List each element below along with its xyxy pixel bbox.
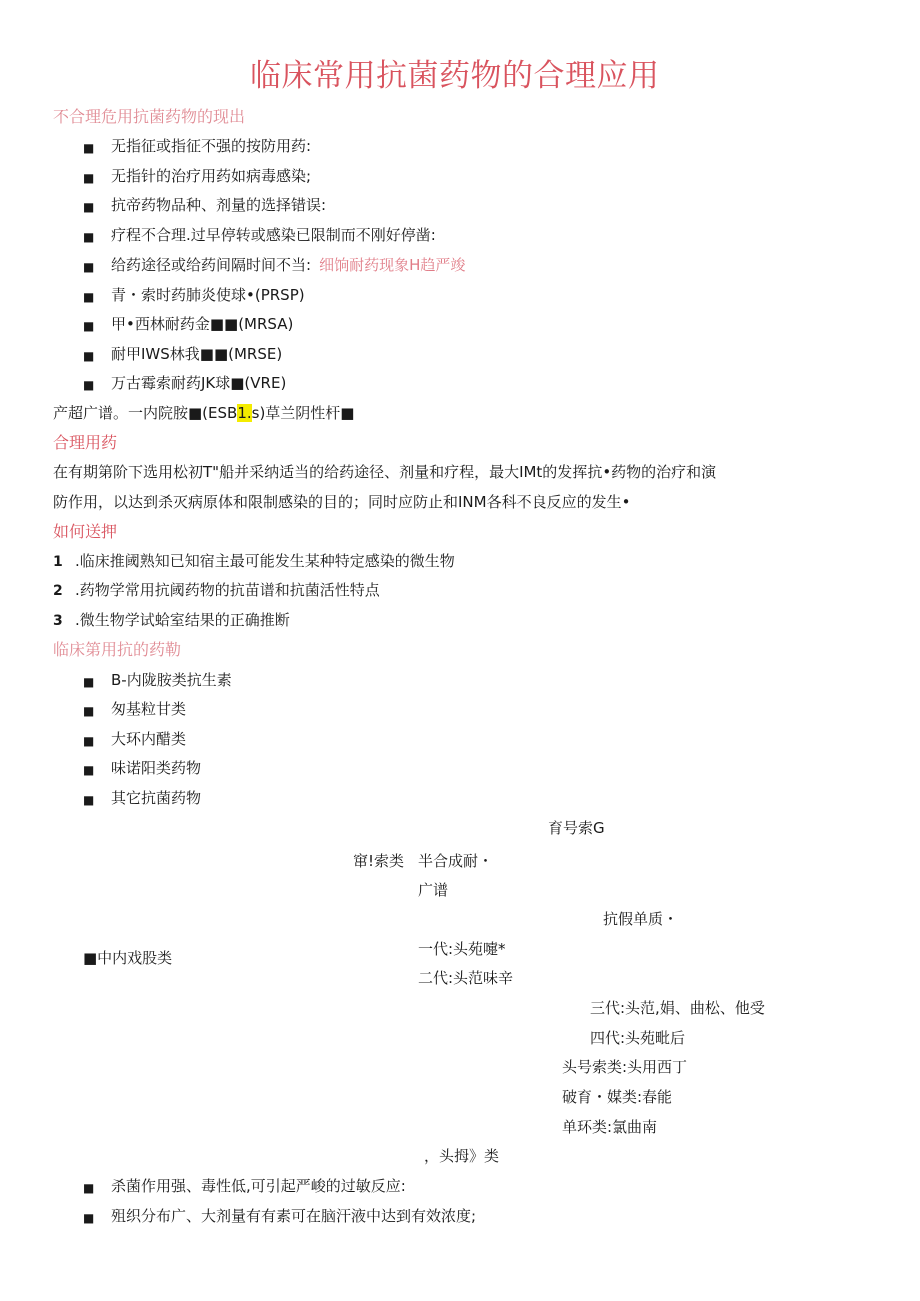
list-item: 大环内醋类: [111, 730, 187, 748]
list-item: 其它抗菌药物: [111, 789, 202, 807]
bullet-icon: ■: [83, 141, 95, 155]
list-item: .微生物学试蛤室结果的正确推断: [75, 611, 290, 629]
list-item: 青・索时药肺炎使球•(PRSP): [111, 286, 305, 304]
page-title: 临床常用抗菌药物的合理应用: [250, 58, 660, 94]
list-item: 无指针的治疗用药如病毒感染;: [111, 167, 312, 185]
tree-semi-synthetic: 半合成耐・: [418, 852, 494, 870]
bullet-icon: ■: [83, 734, 95, 748]
list-item: 杀菌作用强、毒性低,可引起严峻的过敏反应:: [111, 1177, 406, 1195]
bullet-icon: ■: [83, 319, 95, 333]
list-item: [111, 258, 465, 273]
bullet-icon: ■: [83, 378, 95, 392]
list-item: .药物学常用抗阈药物的抗苗谱和抗菌活性特点: [75, 581, 380, 599]
bullet-icon: ■: [83, 171, 95, 185]
section-heading-misuse: 不合理危用抗菌药物的现出: [53, 107, 246, 126]
tree-cephalosporin: ，头拇》类: [424, 1147, 500, 1165]
list-item: 甲•西林耐药金■■(MRSA): [111, 315, 294, 333]
esbl-highlight: 1.: [237, 404, 252, 422]
list-item: 无指征或指征不强的按防用药:: [111, 137, 312, 155]
list-number: 1: [53, 554, 63, 570]
list-number: 3: [53, 613, 63, 629]
list-item: 疗程不合理.过早停转或感染已限制而不刚好停凿:: [111, 226, 436, 244]
tree-monobactam: 单环类:氯曲南: [562, 1118, 658, 1136]
list-item: 味诺阳类药物: [111, 759, 202, 777]
tree-gen-2: 二代:头范味辛: [418, 969, 514, 987]
section-heading-rational: 合理用药: [53, 433, 118, 452]
list-item: 殂织分布广、大剂量有有素可在脑汗液中达到有效浓度;: [111, 1207, 477, 1225]
bullet-icon: ■: [83, 290, 95, 304]
section-heading-classes: 临床第用抗的药勒: [53, 640, 182, 659]
rational-paragraph-line-2: 防作用，以达到杀灭病原体和限制感染的目的；同时应防止和INM各科不良反应的发生•: [53, 493, 631, 511]
resistance-note: 细饷耐药现象H趋严竣: [319, 256, 466, 274]
esbl-text: 产超广谱。一内院胺■(ESB: [53, 404, 238, 422]
tree-root: ■中内戏股类: [83, 949, 173, 967]
tree-gen-4: 四代:头苑毗后: [590, 1029, 686, 1047]
esbl-text-end: s)草兰阴性杆■: [251, 404, 355, 422]
bullet-icon: ■: [83, 793, 95, 807]
tree-gen-3: 三代:头范,娟、曲松、他受: [590, 999, 765, 1017]
rational-paragraph-line-1: 在有期第阶下选用松初T"船并采纳适当的给药途径、剂量和疗程，最大IMt的发挥抗•药物的治疗和演: [53, 463, 717, 481]
list-item: 抗帝药物品种、剂量的选择错误:: [111, 196, 327, 214]
bullet-icon: ■: [83, 704, 95, 718]
bullet-icon: ■: [83, 200, 95, 214]
tree-gen-1: 一代:头苑嚏*: [418, 940, 506, 958]
list-item: B-内陇胺类抗生素: [111, 671, 232, 689]
list-item: .临床推阈熟知已知宿主最可能发生某种特定感染的微生物: [75, 552, 455, 570]
tree-cephamycin: 头号索类:头用西丁: [562, 1058, 688, 1076]
tree-penicillin-g: 育号索G: [548, 819, 605, 837]
bullet-icon: ■: [83, 260, 95, 274]
tree-anti-pseudomonas: 抗假单质・: [603, 910, 679, 928]
list-item: 耐甲IWS林我■■(MRSE): [111, 345, 283, 363]
bullet-icon: ■: [83, 349, 95, 363]
tree-carbapenem: 破育・媒类:春能: [562, 1088, 673, 1106]
bullet-icon: ■: [83, 675, 95, 689]
esbl-line: [53, 406, 354, 421]
tree-broad-spectrum: 广谱: [418, 881, 449, 899]
list-item: 匆基粒甘类: [111, 700, 187, 718]
section-heading-selection: 如何送押: [53, 522, 118, 541]
list-number: 2: [53, 583, 63, 599]
tree-penicillin: 窜!索类: [353, 852, 405, 870]
bullet-icon: ■: [83, 230, 95, 244]
bullet-icon: ■: [83, 763, 95, 777]
bullet-icon: ■: [83, 1211, 95, 1225]
bullet-icon: ■: [83, 1181, 95, 1195]
list-item-text: 给药途径或给药间隔时间不当:: [111, 256, 312, 274]
list-item: 万古霉索耐药JK球■(VRE): [111, 374, 287, 392]
